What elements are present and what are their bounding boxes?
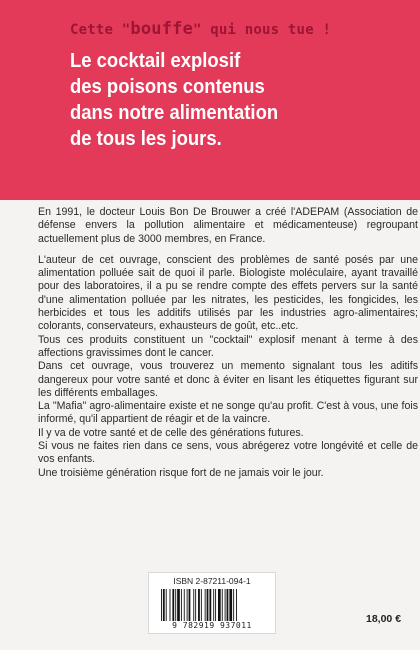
- barcode-bar: [172, 589, 174, 621]
- paragraph: Tous ces produits constituent un "cocktail" explosif menant à terme à des affections gravissimes dont le cancer.: [38, 333, 418, 359]
- tagline-suffix: " qui nous tue !: [193, 22, 332, 38]
- paragraph: Il y va de votre santé et de celle des générations futures.: [38, 426, 304, 439]
- barcode-bar: [193, 589, 194, 621]
- barcode-bar: [215, 589, 216, 621]
- barcode-bar: [218, 589, 221, 621]
- barcode-bar: [163, 589, 165, 621]
- barcode-bar: [205, 589, 206, 621]
- barcode-bar: [209, 589, 211, 621]
- paragraph: Si vous ne faites rien dans ce sens, vous abrégerez votre longévité et celle de vos enfants.: [38, 440, 418, 466]
- barcode-bar: [222, 589, 223, 621]
- barcode-bar: [170, 589, 171, 621]
- paragraph: Dans cet ouvrage, vous trouverez un memento signalant tous les aditifs dangereux pour votre santé et donc à éviter en lisant les étiquettes figurant sur les différents emballages.: [38, 360, 418, 399]
- isbn-label: ISBN 2-87211-094-1: [173, 576, 251, 586]
- blurb-text: [38, 206, 418, 480]
- headline: [70, 48, 376, 152]
- barcode-bar: [229, 589, 232, 621]
- barcode-bar: [198, 589, 200, 621]
- paragraph: En 1991, le docteur Louis Bon De Brouwer a créé l'ADEPAM (Association de défense envers la pollution alimentaire et médicamenteuse) regroupant actuellement plus de 3000 membres, en France.: [38, 206, 418, 245]
- headline-line: de tous les jours.: [70, 127, 222, 150]
- barcode-bar: [207, 589, 209, 621]
- barcode: [148, 572, 276, 634]
- paragraph: La "Mafia" agro-alimentaire existe et ne songe qu'au profit. C'est à vous, une fois informé, qu'il appartient de réagir et de la vaincre.: [38, 400, 418, 426]
- barcode-bar: [213, 589, 214, 621]
- paragraph: L'auteur de cet ouvrage, conscient des problèmes de santé posés par une alimentation polluée sait de quoi il parle. Biologiste moléculaire, ayant travaillé pour des laboratoires, il a pu se rendre compte des effets pervers sur la santé d'une alimentation polluée par les nitrates, les pesticides, les fongicides, les herbicides et tous les additifs utilisés par les industries agro-alimentaires; colorants, conservateurs, exhausteurs de goût, etc..etc.: [38, 253, 418, 333]
- tagline-word: bouffe: [130, 19, 194, 39]
- barcode-bar: [175, 589, 176, 621]
- price: 18,00 €: [366, 613, 402, 625]
- barcode-bar: [181, 589, 182, 621]
- tagline: [70, 19, 410, 39]
- barcode-bar: [225, 589, 226, 621]
- headline-line: des poisons contenus: [70, 75, 265, 98]
- cover-banner: [0, 0, 420, 200]
- barcode-bar: [161, 589, 162, 621]
- barcode-bar: [227, 589, 229, 621]
- barcode-bar: [236, 589, 237, 621]
- barcode-bar: [201, 589, 202, 621]
- barcode-bar: [177, 589, 180, 621]
- headline-line: dans notre alimentation: [70, 101, 279, 124]
- ean-number: 9 782919 937011: [172, 621, 252, 630]
- barcode-bars: [159, 589, 265, 621]
- barcode-bar: [166, 589, 167, 621]
- paragraph: Une troisième génération risque fort de ne jamais voir le jour.: [38, 466, 324, 479]
- barcode-bar: [195, 589, 196, 621]
- barcode-bar: [189, 589, 191, 621]
- barcode-bar: [184, 589, 185, 621]
- barcode-bar: [233, 589, 234, 621]
- barcode-bar: [187, 589, 188, 621]
- tagline-prefix: Cette ": [70, 22, 131, 38]
- headline-line: Le cocktail explosif: [70, 49, 241, 72]
